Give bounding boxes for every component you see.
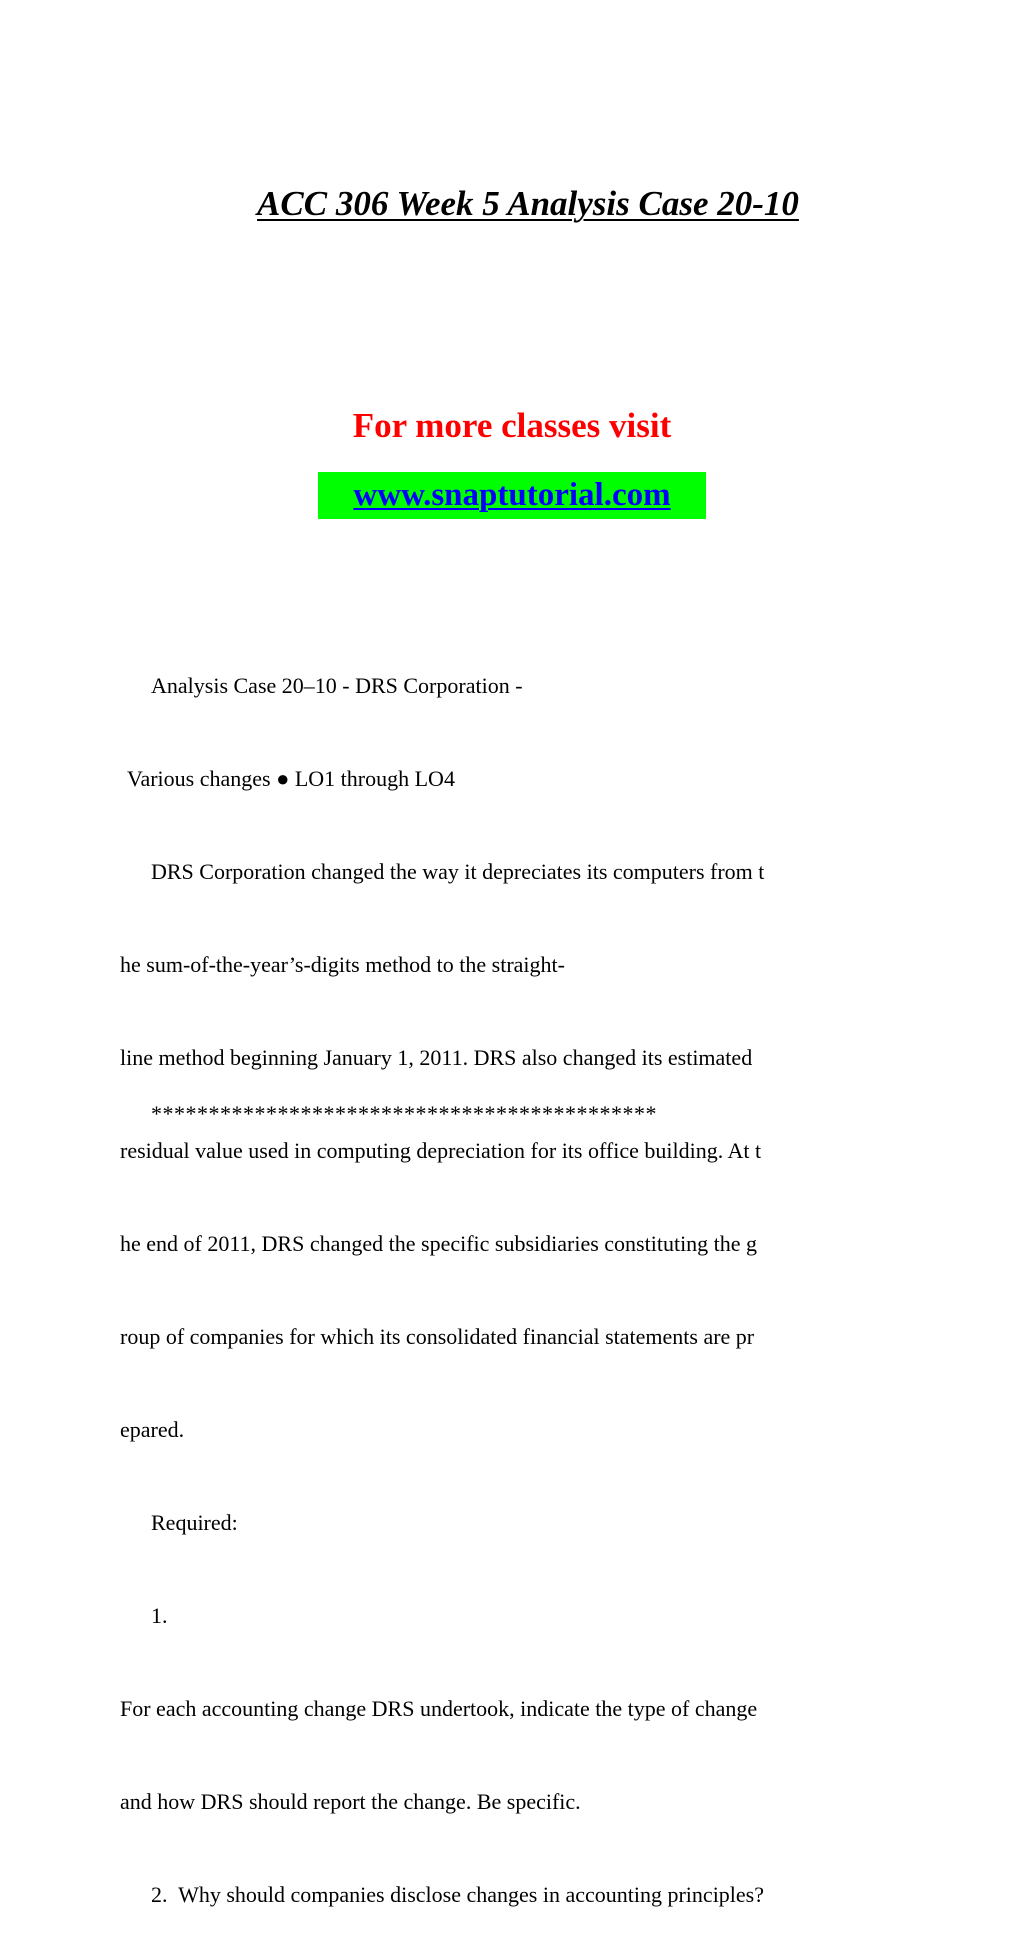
page-title: ACC 306 Week 5 Analysis Case 20-10 <box>257 184 799 223</box>
question-1-line: For each accounting change DRS undertook, indicate the type of change <box>120 1696 758 1721</box>
asterisk-separator: ******************************************** <box>151 1101 657 1126</box>
paragraph-line: epared. <box>120 1417 185 1442</box>
paragraph-line: he sum-of-the-year’s-digits method to the straight- <box>120 952 565 977</box>
required-label: Required: <box>151 1510 238 1535</box>
question-1-line: and how DRS should report the change. Be specific. <box>120 1789 581 1814</box>
paragraph-line: he end of 2011, DRS changed the specific subsidiaries constituting the g <box>120 1231 758 1256</box>
promo-link-highlight <box>318 472 706 519</box>
paragraph-line: roup of companies for which its consolidated financial statements are pr <box>120 1324 755 1349</box>
paragraph-line: residual value used in computing depreciation for its office building. At t <box>120 1138 762 1163</box>
question-2: 2. Why should companies disclose changes in accounting principles? <box>151 1882 765 1907</box>
question-number-1: 1. <box>151 1603 168 1628</box>
case-heading-line-2: Various changes ● LO1 through LO4 <box>127 766 455 791</box>
promo-heading: For more classes visit <box>352 406 672 445</box>
paragraph-line: line method beginning January 1, 2011. DRS also changed its estimated <box>120 1045 753 1070</box>
case-heading-line-1: Analysis Case 20–10 - DRS Corporation - <box>151 673 523 698</box>
case-body <box>120 608 920 1941</box>
promo-link[interactable]: www.snaptutorial.com <box>353 477 671 513</box>
paragraph-line: DRS Corporation changed the way it depreciates its computers from t <box>151 859 765 884</box>
